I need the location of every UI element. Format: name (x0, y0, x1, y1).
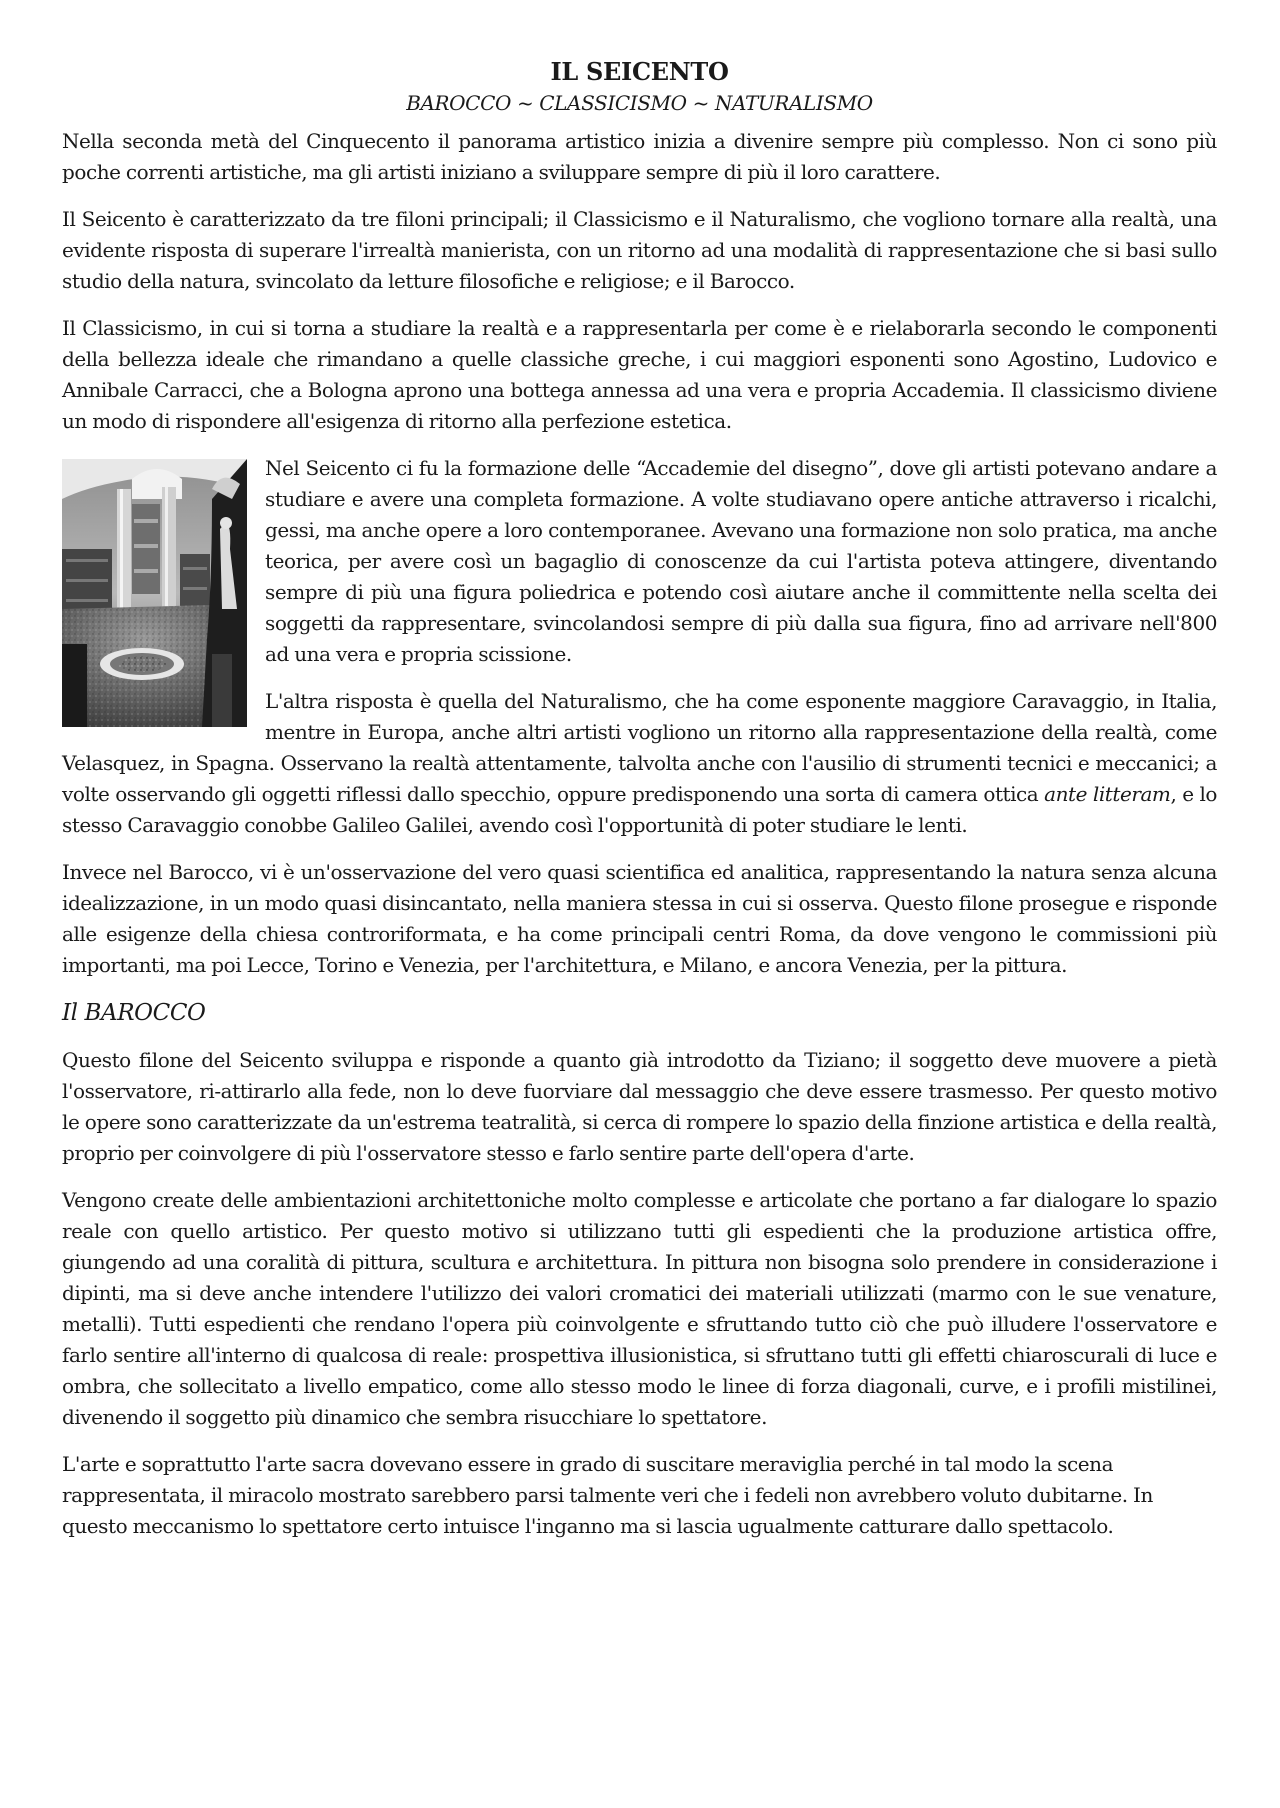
document-title: IL SEICENTO (550, 57, 729, 86)
paragraph-intro: Nella seconda metà del Cinquecento il panorama artistico inizia a divenire sempre più complesso. Non ci sono più poche correnti artistiche, ma gli artisti iniziano a sviluppare sempre di più il loro carattere. (62, 129, 1217, 184)
paragraph-barocco-intro: Invece nel Barocco, vi è un'osservazione del vero quasi scientifica ed analitica, rappresentando la natura senza alcuna idealizzazione, in un modo quasi disincantato, nella maniera stessa in cui si osserva. Questo filone prosegue e risponde alle esigenze della chiesa controriformata, e ha come principali centri Roma, da dove vengono le commissioni più importanti, ma poi Lecce, Torino e Venezia, per l'architettura, e Milano, e ancora Venezia, per la pittura. (62, 860, 1217, 977)
section-heading-barocco: Il BAROCCO (62, 1000, 206, 1026)
academy-interior-photo (62, 459, 247, 727)
naturalismo-italic-phrase: ante litteram (1044, 782, 1171, 806)
paragraph-seicento-filoni: Il Seicento è caratterizzato da tre filoni principali; il Classicismo e il Naturalismo, che vogliono tornare alla realtà, una evidente risposta di superare l'irrealtà manierista, con un ritorno ad una modalità di rappresentazione che si basi sullo studio della natura, svincolato da letture filosofiche e religiose; e il Barocco. (62, 207, 1217, 293)
paragraph-arte-sacra: L'arte e soprattutto l'arte sacra dovevano essere in grado di suscitare meraviglia perché in tal modo la scena rappresentata, il miracolo mostrato sarebbero parsi talmente veri che i fedeli non avrebbero voluto dubitarne. In questo meccanismo lo spettatore certo intuisce l'inganno ma si lascia ugualmente catturare dallo spettacolo. (62, 1452, 1153, 1538)
naturalismo-text-before: L'altra risposta è quella del Naturalismo, che ha come esponente maggiore Caravaggio, in Italia, mentre in Europa, anche altri artisti vogliono un ritorno alla rappresentazione della realtà, come Velasquez, in Spagna. Osservano la realtà attentamente, talvolta anche con l'ausilio di strumenti tecnici e meccanici; a volte osservando gli oggetti riflessi dallo specchio, oppure predisponendo una sorta di camera ottica (62, 689, 1217, 806)
paragraph-classicismo: Il Classicismo, in cui si torna a studiare la realtà e a rappresentarla per come è e rielaborarla secondo le componenti della bellezza ideale che rimandano a quelle classiche greche, i cui maggiori esponenti sono Agostino, Ludovico e Annibale Carracci, che a Bologna aprono una bottega annessa ad una vera e propria Accademia. Il classicismo diviene un modo di rispondere all'esigenza di ritorno alla perfezione estetica. (62, 316, 1217, 433)
paragraph-barocco-filone: Questo filone del Seicento sviluppa e risponde a quanto già introdotto da Tiziano; il soggetto deve muovere a pietà l'osservatore, ri-attirarlo alla fede, non lo deve fuorviare dal messaggio che deve essere trasmesso. Per questo motivo le opere sono caratterizzate da un'estrema teatralità, si cerca di rompere lo spazio della finzione artistica e della realtà, proprio per coinvolgere di più l'osservatore stesso e farlo sentire parte dell'opera d'arte. (62, 1048, 1217, 1165)
paragraph-ambientazioni: Vengono create delle ambientazioni architettoniche molto complesse e articolate che portano a far dialogare lo spazio reale con quello artistico. Per questo motivo si utilizzano tutti gli espedienti che la produzione artistica offre, giungendo ad una coralità di pittura, scultura e architettura. In pittura non bisogna solo prendere in considerazione i dipinti, ma si deve anche intendere l'utilizzo dei valori cromatici dei materiali utilizzati (marmo con le sue venature, metalli). Tutti espedienti che rendano l'opera più coinvolgente e sfruttando tutto ciò che può illudere l'osservatore e farlo sentire all'interno di qualcosa di reale: prospettiva illusionistica, si sfruttano tutti gli effetti chiaroscurali di luce e ombra, che sollecitato a livello empatico, come allo stesso modo le linee di forza diagonali, curve, e i profili mistilinei, divenendo il soggetto più dinamico che sembra risucchiare lo spettatore. (62, 1188, 1217, 1429)
naturalismo-text-after: , e lo stesso Caravaggio conobbe Galileo Galilei, avendo così l'opportunità di poter studiare le lenti. (62, 782, 1217, 837)
document-subtitle: BAROCCO ~ CLASSICISMO ~ NATURALISMO (406, 91, 873, 115)
paragraph-accademie: Nel Seicento ci fu la formazione delle “Accademie del disegno”, dove gli artisti potevano andare a studiare e avere una completa formazione. A volte studiavano opere antiche attraverso i ricalchi, gessi, ma anche opere a loro contemporanee. Avevano una formazione non solo pratica, ma anche teorica, per avere così un bagaglio di conoscenze da cui l'artista poteva attingere, diventando sempre di più una figura poliedrica e potendo così aiutare anche il committente nella scelta dei soggetti da rappresentare, svincolandosi sempre di più dalla sua figura, fino ad arrivare nell'800 ad una vera e propria scissione. (265, 456, 1217, 666)
